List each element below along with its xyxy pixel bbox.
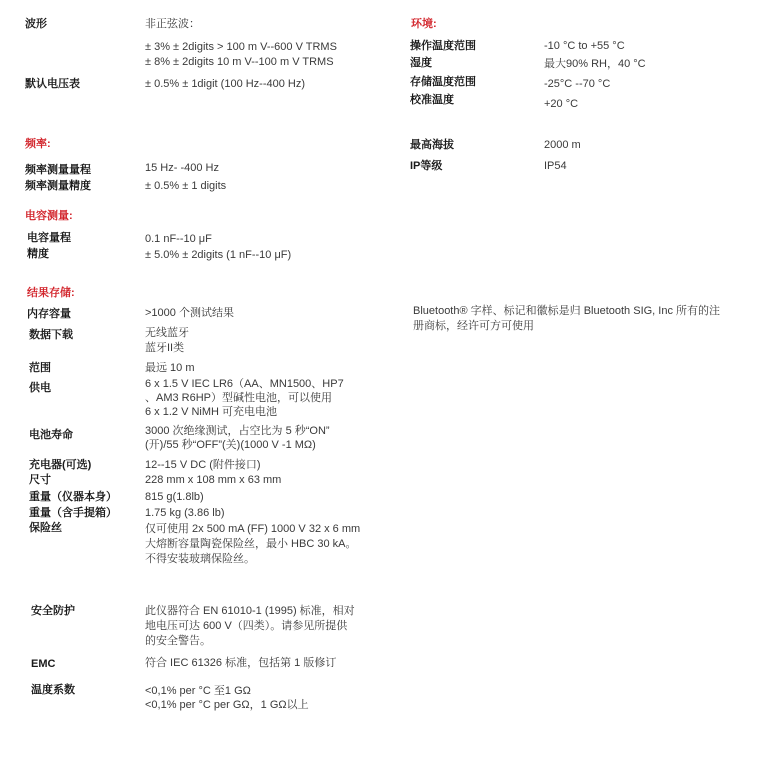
cap-range-label: 电容量程: [27, 232, 71, 244]
altitude-value: 2000 m: [544, 139, 581, 151]
power-line-3: 6 x 1.2 V NiMH 可充电电池: [145, 406, 278, 418]
memory-label: 内存容量: [27, 308, 71, 320]
temp-coeff-line-1: <0,1% per °C 至1 GΩ: [145, 685, 251, 697]
bluetooth-notice-line-2: 册商标，经许可方可使用: [413, 320, 534, 332]
frequency-header: 频率:: [25, 138, 51, 150]
charger-label: 充电器(可选): [29, 459, 92, 471]
size-label: 尺寸: [29, 474, 51, 486]
ip-value: IP54: [544, 160, 567, 172]
bluetooth-notice-line-1: Bluetooth® 字样、标记和徽标是归 Bluetooth SIG, Inc 所有的注: [413, 305, 721, 317]
cap-accuracy-label: 精度: [27, 248, 49, 260]
battery-line-1: 3000 次绝缘测试，占空比为 5 秒“ON”: [145, 425, 330, 437]
weight-case-value: 1.75 kg (3.86 lb): [145, 507, 225, 519]
memory-value: >1000 个测试结果: [145, 307, 234, 319]
safety-label: 安全防护: [31, 605, 75, 617]
waveform-value: 非正弦波：: [145, 18, 200, 30]
humidity-label: 湿度: [410, 57, 432, 69]
safety-line-3: 的安全警告。: [145, 635, 211, 647]
emc-value: 符合 IEC 61326 标准，包括第 1 版修订: [145, 657, 337, 669]
size-value: 228 mm x 108 mm x 63 mm: [145, 474, 282, 486]
fuse-line-1: 仅可使用 2x 500 mA (FF) 1000 V 32 x 6 mm: [145, 523, 361, 535]
environment-header: 环境:: [411, 18, 437, 30]
range-label: 范围: [29, 362, 51, 374]
emc-label: EMC: [31, 658, 56, 670]
humidity-value: 最大90% RH，40 °C: [544, 58, 646, 70]
freq-accuracy-value: ± 0.5% ± 1 digits: [145, 180, 227, 192]
safety-line-1: 此仪器符合 EN 61010-1 (1995) 标准，相对: [145, 605, 355, 617]
storage-header: 结果存储:: [27, 287, 75, 299]
weight-label: 重量（仪器本身）: [29, 491, 117, 503]
power-label: 供电: [29, 382, 51, 394]
altitude-label: 最高海拔: [410, 139, 454, 151]
op-temp-label: 操作温度范围: [410, 40, 476, 52]
default-voltmeter-value: ± 0.5% ± 1digit (100 Hz--400 Hz): [145, 78, 306, 90]
download-line-2: 蓝牙II类: [145, 342, 185, 354]
fuse-line-3: 不得安装玻璃保险丝。: [145, 553, 255, 565]
fuse-line-2: 大熔断容量陶瓷保险丝，最小 HBC 30 kA。: [145, 538, 357, 550]
download-line-1: 无线蓝牙: [145, 327, 189, 339]
power-line-1: 6 x 1.5 V IEC LR6（AA、MN1500、HP7: [145, 378, 344, 390]
freq-accuracy-label: 频率测量精度: [25, 180, 91, 192]
op-temp-value: -10 °C to +55 °C: [544, 40, 625, 52]
temp-coeff-line-2: <0,1% per °C per GΩ，1 GΩ以上: [145, 699, 309, 711]
weight-value: 815 g(1.8lb): [145, 491, 204, 503]
range-value: 最远 10 m: [145, 362, 195, 374]
charger-value: 12--15 V DC (附件接口): [145, 459, 261, 471]
calib-temp-value: +20 °C: [544, 98, 579, 110]
battery-label: 电池寿命: [29, 429, 73, 441]
default-voltmeter-label: 默认电压表: [25, 78, 80, 90]
waveform-spec-2: ± 8% ± 2digits 10 m V--100 m V TRMS: [145, 56, 334, 68]
fuse-label: 保险丝: [29, 522, 62, 534]
download-label: 数据下载: [29, 329, 73, 341]
weight-case-label: 重量（含手提箱）: [29, 507, 117, 519]
waveform-spec-1: ± 3% ± 2digits > 100 m V--600 V TRMS: [145, 41, 337, 53]
battery-line-2: (开)/55 秒“OFF”(关)(1000 V -1 MΩ): [145, 439, 316, 451]
calib-temp-label: 校准温度: [410, 94, 454, 106]
freq-range-label: 频率测量量程: [25, 164, 91, 176]
storage-temp-value: -25°C --70 °C: [544, 78, 611, 90]
freq-range-value: 15 Hz- -400 Hz: [145, 162, 219, 174]
ip-label: IP等级: [410, 160, 443, 172]
capacitance-header: 电容测量:: [25, 210, 73, 222]
cap-accuracy-value: ± 5.0% ± 2digits (1 nF--10 μF): [145, 249, 292, 261]
temp-coeff-label: 温度系数: [31, 684, 75, 696]
power-line-2: 、AM3 R6HP）型碱性电池，可以使用: [145, 392, 333, 404]
waveform-label: 波形: [25, 18, 47, 30]
safety-line-2: 地电压可达 600 V（四类）。请参见所提供: [145, 620, 348, 632]
cap-range-value: 0.1 nF--10 μF: [145, 233, 212, 245]
storage-temp-label: 存储温度范围: [410, 76, 476, 88]
